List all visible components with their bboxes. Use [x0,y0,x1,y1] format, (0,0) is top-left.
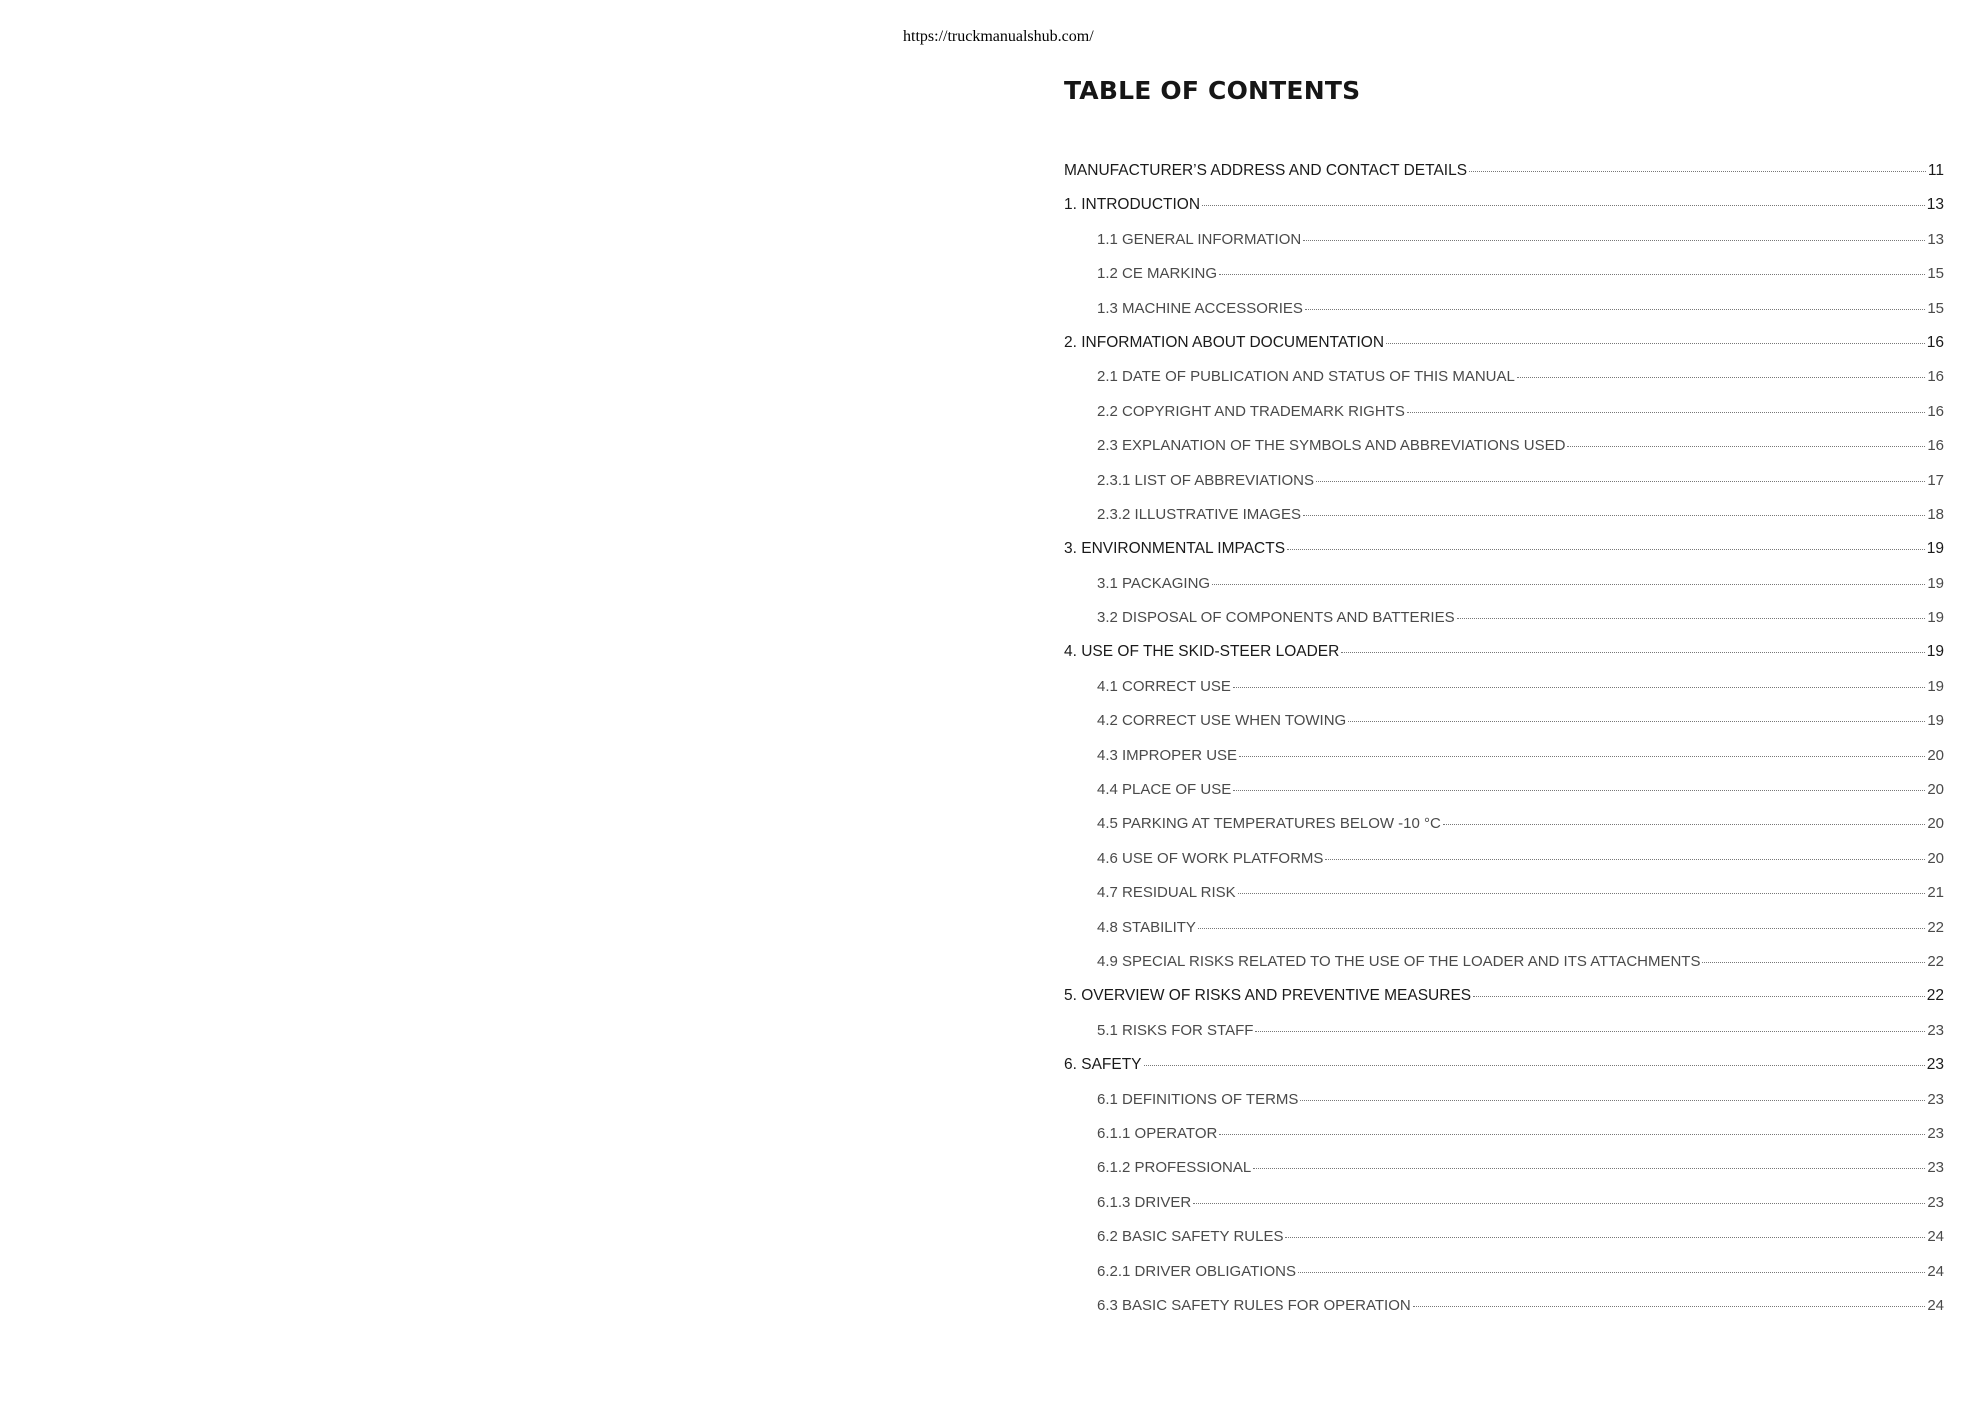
table-of-contents [1064,162,1944,1331]
toc-entry-title: 2.2 COPYRIGHT AND TRADEMARK RIGHTS [1097,402,1405,420]
toc-dot-leader [1469,171,1926,172]
toc-dot-leader [1517,377,1925,378]
toc-entry-page: 17 [1927,471,1944,489]
toc-entry-title: 4.4 PLACE OF USE [1097,781,1232,799]
toc-entry [1064,884,1944,918]
toc-entry [1064,231,1944,265]
toc-entry [1064,162,1944,196]
toc-entry [1064,265,1944,299]
toc-entry-title: 4. USE OF THE SKID-STEER LOADER [1064,643,1340,661]
toc-dot-leader [1285,1237,1925,1238]
toc-entry-title: 6.2 BASIC SAFETY RULES [1097,1228,1284,1246]
toc-entry [1064,1125,1944,1159]
toc-entry-page: 20 [1927,781,1944,799]
toc-entry-title: 1.3 MACHINE ACCESSORIES [1097,299,1303,317]
toc-entry-title: 4.8 STABILITY [1097,918,1196,936]
toc-dot-leader [1305,309,1925,310]
toc-entry-page: 19 [1927,677,1944,695]
toc-dot-leader [1386,343,1925,344]
toc-entry-title: 3.1 PACKAGING [1097,574,1211,592]
toc-entry-page: 21 [1927,884,1944,902]
toc-entry-page: 16 [1927,368,1944,386]
toc-entry [1064,1022,1944,1056]
toc-entry-title: 4.5 PARKING AT TEMPERATURES BELOW -10 °C [1097,815,1441,833]
toc-entry-title: 3.2 DISPOSAL OF COMPONENTS AND BATTERIES [1097,609,1455,627]
toc-dot-leader [1341,652,1924,653]
toc-entry-title: 2.3.2 ILLUSTRATIVE IMAGES [1097,505,1301,523]
toc-entry [1064,850,1944,884]
toc-entry [1064,1194,1944,1228]
toc-entry-page: 20 [1927,815,1944,833]
toc-dot-leader [1457,618,1926,619]
toc-entry-title: 6.3 BASIC SAFETY RULES FOR OPERATION [1097,1296,1411,1314]
toc-dot-leader [1255,1031,1925,1032]
toc-entry-page: 11 [1927,162,1944,179]
toc-dot-leader [1413,1306,1926,1307]
toc-entry-title: 6.1.1 OPERATOR [1097,1124,1218,1142]
header-url: https://truckmanualshub.com/ [903,28,1094,45]
toc-entry [1064,300,1944,334]
toc-entry-title: 1. INTRODUCTION [1064,196,1201,214]
toc-entry-title: 1.1 GENERAL INFORMATION [1097,230,1302,248]
toc-entry [1064,1159,1944,1193]
toc-entry-title: 4.1 CORRECT USE [1097,677,1231,695]
toc-entry-title: 6.2.1 DRIVER OBLIGATIONS [1097,1262,1296,1280]
toc-entry-page: 20 [1927,746,1944,764]
toc-dot-leader [1219,1134,1925,1135]
toc-entry [1064,781,1944,815]
toc-entry-title: 2. INFORMATION ABOUT DOCUMENTATION [1064,333,1385,351]
toc-entry-page: 20 [1927,849,1944,867]
page-title: TABLE OF CONTENTS [1064,76,1361,105]
toc-entry-page: 23 [1926,1056,1944,1074]
toc-entry [1064,575,1944,609]
toc-entry-page: 22 [1927,918,1944,936]
toc-entry-page: 18 [1927,505,1944,523]
toc-entry-title: 4.9 SPECIAL RISKS RELATED TO THE USE OF THE LOADER AND ITS ATTACHMENTS [1097,952,1701,970]
toc-entry [1064,987,1944,1021]
toc-dot-leader [1202,205,1925,206]
toc-entry [1064,1263,1944,1297]
toc-entry-title: 5. OVERVIEW OF RISKS AND PREVENTIVE MEASURES [1064,987,1472,1005]
toc-entry-title: 6.1.3 DRIVER [1097,1193,1192,1211]
toc-entry-page: 19 [1926,540,1944,558]
toc-entry [1064,437,1944,471]
toc-entry-page: 19 [1927,574,1944,592]
toc-entry-title: 3. ENVIRONMENTAL IMPACTS [1064,540,1286,558]
toc-dot-leader [1407,412,1925,413]
toc-entry [1064,643,1944,677]
toc-dot-leader [1219,274,1925,275]
toc-entry-page: 16 [1927,437,1944,455]
toc-entry [1064,334,1944,368]
toc-entry [1064,815,1944,849]
toc-dot-leader [1144,1065,1925,1066]
toc-dot-leader [1212,584,1925,585]
toc-entry [1064,196,1944,230]
toc-entry-title: MANUFACTURER’S ADDRESS AND CONTACT DETAILS [1064,162,1468,179]
toc-entry [1064,1056,1944,1090]
toc-entry-page: 23 [1927,1021,1944,1039]
toc-entry-page: 15 [1927,265,1944,283]
toc-entry-title: 4.2 CORRECT USE WHEN TOWING [1097,712,1347,730]
toc-entry [1064,506,1944,540]
toc-entry-page: 19 [1927,609,1944,627]
toc-entry [1064,368,1944,402]
toc-entry-title: 2.3.1 LIST OF ABBREVIATIONS [1097,471,1315,489]
toc-dot-leader [1198,928,1925,929]
toc-entry-page: 24 [1927,1262,1944,1280]
toc-dot-leader [1300,1100,1925,1101]
toc-entry-page: 15 [1927,299,1944,317]
toc-entry [1064,747,1944,781]
toc-dot-leader [1473,996,1925,997]
toc-entry-title: 6.1.2 PROFESSIONAL [1097,1159,1252,1177]
toc-dot-leader [1239,756,1925,757]
toc-dot-leader [1303,515,1925,516]
toc-entry-page: 16 [1926,333,1944,351]
toc-dot-leader [1253,1168,1925,1169]
toc-entry [1064,953,1944,987]
toc-entry [1064,403,1944,437]
toc-dot-leader [1443,824,1925,825]
toc-entry-title: 2.3 EXPLANATION OF THE SYMBOLS AND ABBREVIATIONS USED [1097,437,1566,455]
toc-dot-leader [1233,790,1925,791]
toc-entry-page: 19 [1927,712,1944,730]
toc-entry-page: 23 [1927,1090,1944,1108]
toc-entry [1064,1091,1944,1125]
toc-entry-page: 16 [1927,402,1944,420]
toc-dot-leader [1325,859,1925,860]
toc-entry-page: 19 [1926,643,1944,661]
toc-entry-page: 13 [1927,230,1944,248]
toc-entry [1064,678,1944,712]
toc-entry-title: 6.1 DEFINITIONS OF TERMS [1097,1090,1299,1108]
toc-entry [1064,609,1944,643]
toc-entry-title: 4.7 RESIDUAL RISK [1097,884,1236,902]
toc-entry-page: 23 [1927,1159,1944,1177]
toc-dot-leader [1316,481,1925,482]
toc-entry [1064,540,1944,574]
toc-entry-page: 24 [1927,1296,1944,1314]
toc-entry-title: 2.1 DATE OF PUBLICATION AND STATUS OF THIS MANUAL [1097,368,1515,386]
toc-entry-title: 4.6 USE OF WORK PLATFORMS [1097,849,1324,867]
toc-dot-leader [1702,962,1925,963]
toc-entry-title: 6. SAFETY [1064,1056,1142,1074]
toc-entry [1064,1297,1944,1331]
toc-entry-title: 5.1 RISKS FOR STAFF [1097,1021,1254,1039]
toc-entry-page: 24 [1927,1228,1944,1246]
toc-entry-page: 23 [1927,1124,1944,1142]
toc-dot-leader [1298,1272,1925,1273]
toc-entry [1064,472,1944,506]
toc-dot-leader [1238,893,1926,894]
toc-entry [1064,1228,1944,1262]
toc-dot-leader [1348,721,1925,722]
toc-entry-page: 22 [1927,952,1944,970]
toc-dot-leader [1567,446,1925,447]
toc-entry [1064,712,1944,746]
toc-entry [1064,919,1944,953]
toc-dot-leader [1287,549,1925,550]
toc-entry-title: 1.2 CE MARKING [1097,265,1218,283]
toc-dot-leader [1193,1203,1925,1204]
toc-dot-leader [1233,687,1925,688]
toc-entry-title: 4.3 IMPROPER USE [1097,746,1238,764]
toc-dot-leader [1303,240,1925,241]
toc-entry-page: 22 [1926,987,1944,1005]
toc-entry-page: 23 [1927,1193,1944,1211]
toc-entry-page: 13 [1926,196,1944,214]
